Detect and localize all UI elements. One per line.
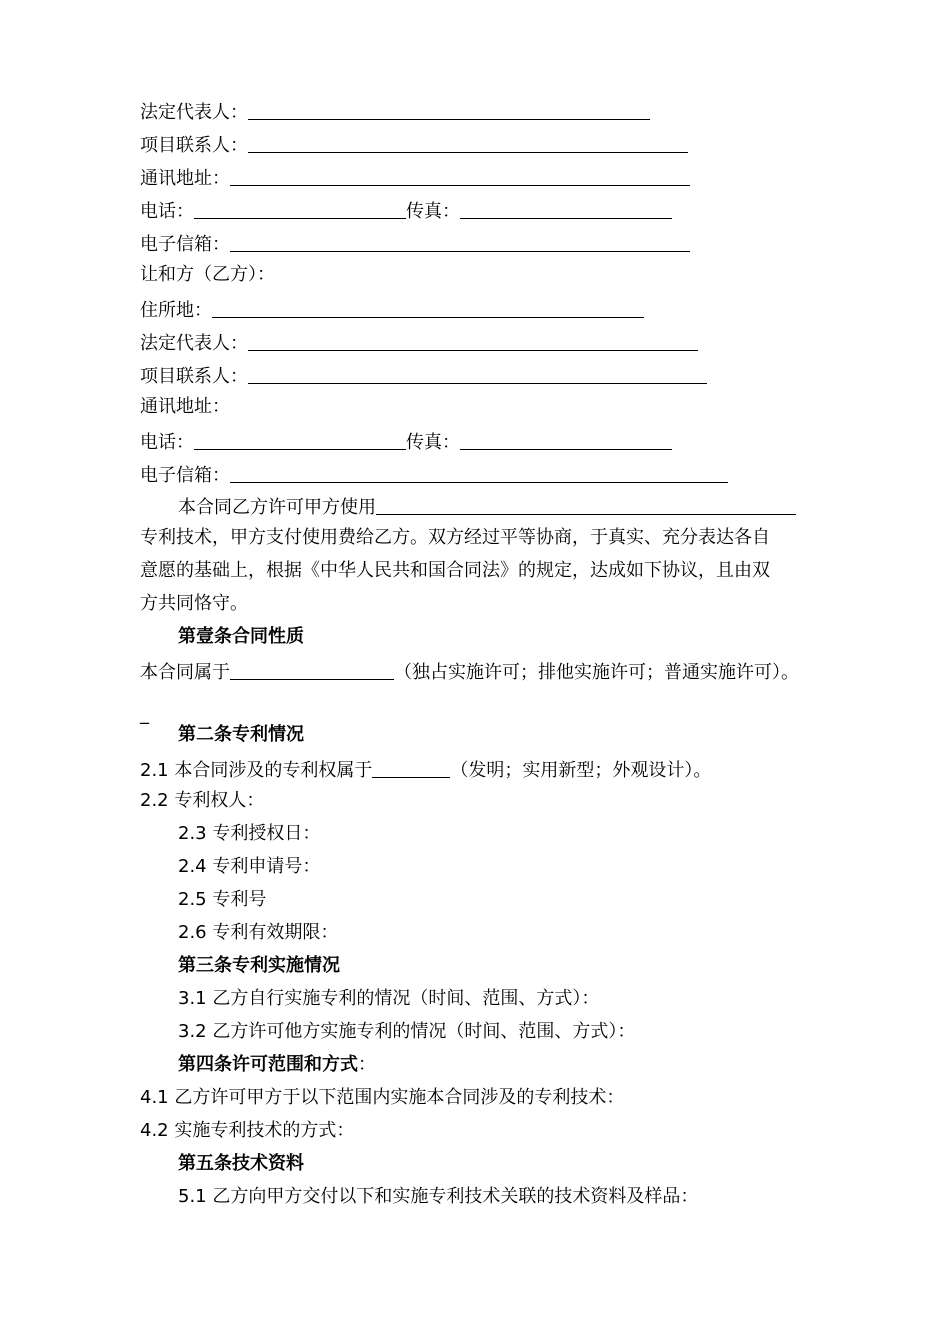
text: 2.1 本合同涉及的专利权属于 xyxy=(140,760,373,781)
partyA-legal-rep-row xyxy=(140,95,650,125)
partyA-contact-row xyxy=(140,128,688,158)
blank-field[interactable] xyxy=(230,161,690,186)
partyA-phone-row xyxy=(140,194,672,224)
article-1-title: 第壹条合同性质 xyxy=(178,626,304,647)
blank-field[interactable] xyxy=(460,425,672,450)
blank-field[interactable] xyxy=(372,753,450,778)
article-3-item-1: 3.1 乙方自行实施专利的情况（时间、范围、方式）： xyxy=(178,988,600,1009)
label: 通讯地址： xyxy=(140,396,230,417)
partyB-email-row xyxy=(140,458,728,488)
article-2-item-6: 2.6 专利有效期限： xyxy=(178,922,339,943)
intro-line-4: 方共同恪守。 xyxy=(140,593,248,614)
article-3-item-2: 3.2 乙方许可他方实施专利的情况（时间、范围、方式）： xyxy=(178,1021,636,1042)
blank-field[interactable] xyxy=(248,326,698,351)
intro-line-1 xyxy=(178,490,796,520)
blank-field[interactable] xyxy=(460,194,672,219)
text: ： xyxy=(358,1054,376,1075)
blank-field[interactable] xyxy=(194,425,406,450)
blank-field[interactable] xyxy=(194,194,406,219)
label: 通讯地址： xyxy=(140,168,230,189)
article-2-item-4: 2.4 专利申请号： xyxy=(178,856,321,877)
partyB-title xyxy=(140,260,275,290)
article-4-title: 第四条许可范围和方式 xyxy=(178,1054,358,1075)
label: 电话： xyxy=(140,432,194,453)
text: 本合同属于 xyxy=(140,662,230,683)
article-4-item-1: 4.1 乙方许可甲方于以下范围内实施本合同涉及的专利技术： xyxy=(140,1087,625,1108)
label: 法定代表人： xyxy=(140,333,248,354)
partyB-contact-row xyxy=(140,359,707,389)
intro-line-2: 专利技术，甲方支付使用费给乙方。双方经过平等协商，于真实、充分表达各自 xyxy=(140,527,770,548)
article-2-item-2: 2.2 专利权人： xyxy=(140,790,265,811)
article-3-title: 第三条专利实施情况 xyxy=(178,955,340,976)
stray-underscore: _ xyxy=(140,704,149,725)
blank-field[interactable] xyxy=(376,490,796,515)
label: 项目联系人： xyxy=(140,135,248,156)
blank-field[interactable] xyxy=(248,128,688,153)
article-2-item-5: 2.5 专利号 xyxy=(178,889,267,910)
partyA-email-row xyxy=(140,227,690,257)
label: 传真： xyxy=(406,201,460,222)
label: 让和方（乙方）： xyxy=(140,264,275,285)
partyA-address-row xyxy=(140,161,690,191)
article-1-text xyxy=(140,655,799,685)
blank-field[interactable] xyxy=(230,655,394,680)
blank-field[interactable] xyxy=(248,95,650,120)
article-4-item-2: 4.2 实施专利技术的方式： xyxy=(140,1120,355,1141)
partyB-residence-row xyxy=(140,293,644,323)
article-2-item-3: 2.3 专利授权日： xyxy=(178,823,321,844)
label: 电话： xyxy=(140,201,194,222)
partyB-address-row xyxy=(140,392,230,422)
partyB-legal-rep-row xyxy=(140,326,698,356)
label: 法定代表人： xyxy=(140,102,248,123)
label: 项目联系人： xyxy=(140,366,248,387)
blank-field[interactable] xyxy=(212,293,644,318)
article-5-item-1: 5.1 乙方向甲方交付以下和实施专利技术关联的技术资料及样品： xyxy=(178,1186,699,1207)
article-2-item-1 xyxy=(140,753,711,783)
blank-field[interactable] xyxy=(230,458,728,483)
article-2-title: 第二条专利情况 xyxy=(178,724,304,745)
label: 电子信箱： xyxy=(140,465,230,486)
text: （独占实施许可；排他实施许可；普通实施许可）。 xyxy=(394,662,799,683)
intro-line-3: 意愿的基础上，根据《中华人民共和国合同法》的规定，达成如下协议，且由双 xyxy=(140,560,770,581)
partyB-phone-row xyxy=(140,425,672,455)
blank-field[interactable] xyxy=(230,227,690,252)
label: 住所地： xyxy=(140,300,212,321)
text: （发明；实用新型；外观设计）。 xyxy=(450,760,712,781)
article-4-title-row xyxy=(178,1050,376,1080)
label: 电子信箱： xyxy=(140,234,230,255)
text: 本合同乙方许可甲方使用 xyxy=(178,497,376,518)
article-5-title: 第五条技术资料 xyxy=(178,1153,304,1174)
blank-field[interactable] xyxy=(248,359,707,384)
label: 传真： xyxy=(406,432,460,453)
